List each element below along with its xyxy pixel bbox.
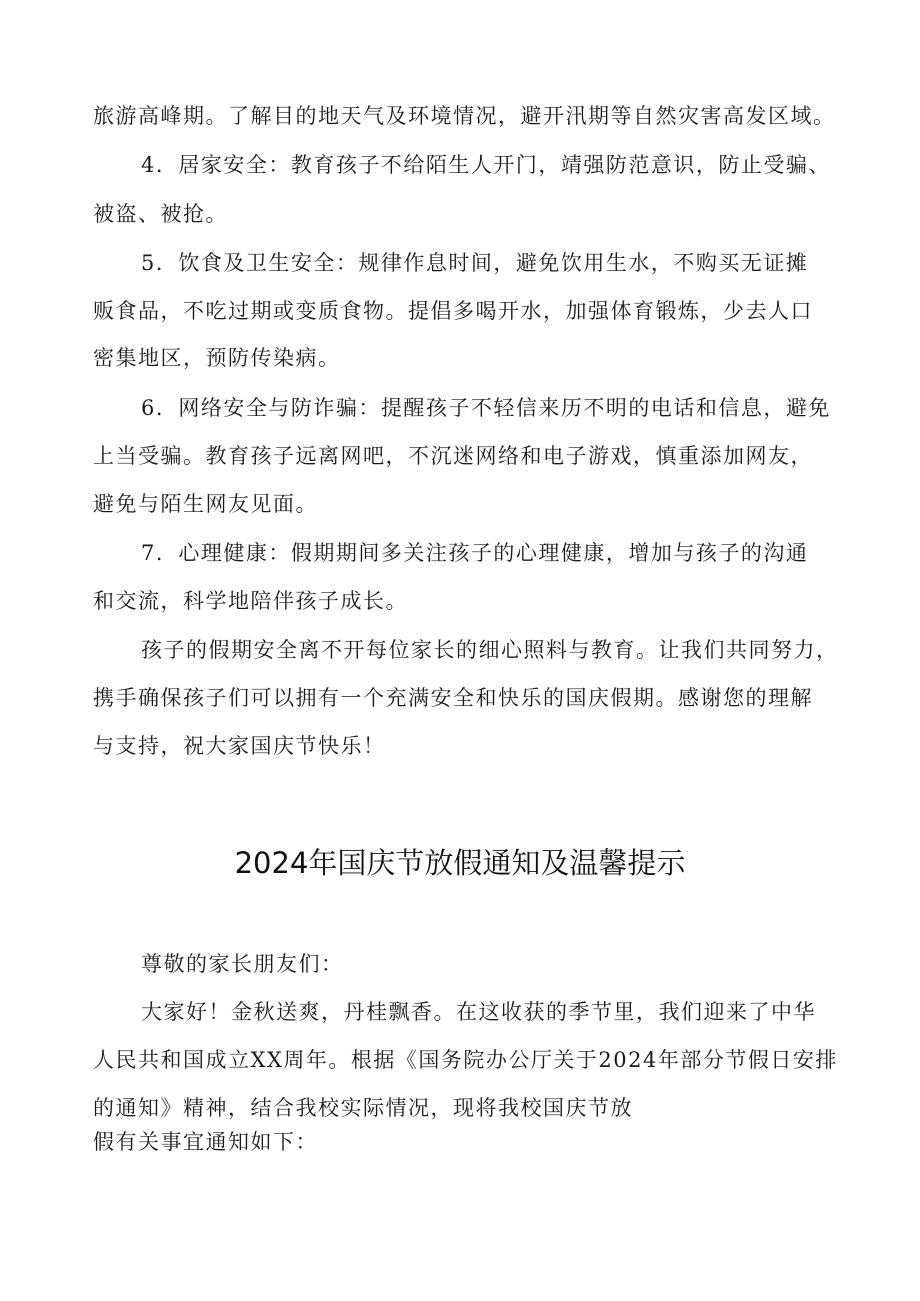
paragraph-line: 4．居家安全：教育孩子不给陌生人开门，靖强防范意识，防止受骗、	[141, 153, 831, 177]
paragraph-line: 孩子的假期安全离不开每位家长的细心照料与教育。让我们共同努力，	[141, 638, 839, 662]
paragraph-line: 避免与陌生网友见面。	[93, 492, 318, 516]
paragraph-line: 与支持，祝大家国庆节快乐！	[93, 734, 386, 758]
page-title: 2024年国庆节放假通知及温馨提示	[234, 846, 686, 880]
paragraph-line: 和交流，科学地陪伴孩子成长。	[93, 589, 408, 613]
paragraph-line: 被盗、被抢。	[93, 202, 228, 226]
paragraph-line: 旅游高峰期。了解目的地天气及环境情况，避开汛期等自然灾害高发区域。	[93, 104, 836, 128]
paragraph-line: 假有关事宜通知如下：	[93, 1130, 318, 1154]
paragraph-line: 携手确保孩子们可以拥有一个充满安全和快乐的国庆假期。感谢您的理解	[93, 686, 813, 710]
paragraph-line: 大家好！金秋送爽，丹桂飘香。在这收获的季节里，我们迎来了中华	[141, 1000, 816, 1024]
salutation: 尊敬的家长朋友们：	[141, 952, 344, 976]
paragraph-line: 上当受骗。教育孩子远离网吧，不沉迷网络和电子游戏，慎重添加网友，	[93, 444, 813, 468]
paragraph-line: 5．饮食及卫生安全：规律作息时间，避免饮用生水，不购买无证摊	[141, 251, 809, 275]
paragraph-line: 6．网络安全与防诈骗：提醒孩子不轻信来历不明的电话和信息，避免	[141, 396, 831, 420]
paragraph-line: 的通知》精神，结合我校实际情况，现将我校国庆节放	[93, 1096, 633, 1120]
paragraph-line: 贩食品，不吃过期或变质食物。提倡多喝开水，加强体育锻炼，少去人口	[93, 299, 813, 323]
paragraph-line: 密集地区，预防传染病。	[93, 346, 341, 370]
paragraph-line: 人民共和国成立XX周年。根据《国务院办公厅关于2024年部分节假日安排	[93, 1048, 838, 1072]
paragraph-line: 7．心理健康：假期期间多关注孩子的心理健康，增加与孩子的沟通	[141, 541, 809, 565]
